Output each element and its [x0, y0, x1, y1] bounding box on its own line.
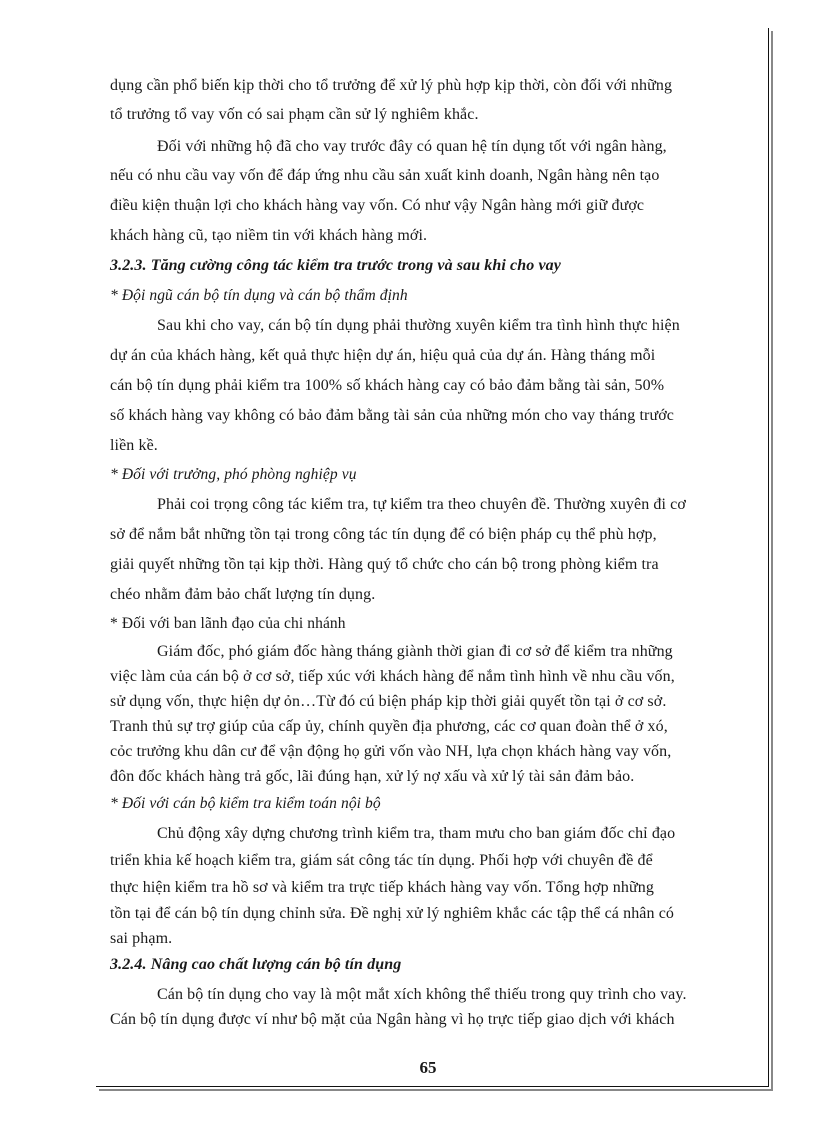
- text-line: tồn tại để cán bộ tín dụng chỉnh sửa. Đề nghị xử lý nghiêm khắc các tập thể cá nhân có: [110, 905, 674, 922]
- text-line: điều kiện thuận lợi cho khách hàng vay vốn. Có như vậy Ngân hàng mới giữ được: [110, 197, 645, 214]
- text-line: cán bộ tín dụng phải kiểm tra 100% số khách hàng cay có bảo đảm bằng tài sản, 50%: [110, 377, 665, 394]
- text-line: khách hàng cũ, tạo niềm tin với khách hàng mới.: [110, 227, 428, 244]
- text-line: Phải coi trọng công tác kiểm tra, tự kiểm tra theo chuyên đề. Thường xuyên đi cơ: [157, 496, 686, 513]
- text-line: Tranh thủ sự trợ giúp của cấp ủy, chính quyền địa phương, các cơ quan đoàn thể ở xó,: [110, 718, 668, 735]
- text-line: cỏc trưởng khu dân cư để vận động họ gửi vốn vào NH, lựa chọn khách hàng vay vốn,: [110, 743, 672, 760]
- text-line: nếu có nhu cầu vay vốn để đáp ứng nhu cầu sản xuất kinh doanh, Ngân hàng nên tạo: [110, 167, 660, 184]
- text-line: liền kề.: [110, 437, 158, 454]
- text-line: Cán bộ tín dụng được ví như bộ mặt của Ngân hàng vì họ trực tiếp giao dịch với khách: [110, 1011, 675, 1028]
- text-line: sử dụng vốn, thực hiện dự ỏn…Từ đó cú biện pháp kịp thời giải quyết tồn tại ở cơ sở.: [110, 693, 667, 710]
- text-line: đôn đốc khách hàng trả gốc, lãi đúng hạn, xử lý nợ xấu và xử lý tài sản đảm bảo.: [110, 768, 635, 785]
- text-line: sở để nắm bắt những tồn tại trong công tác tín dụng để có biện pháp cụ thể phù hợp,: [110, 526, 657, 543]
- subsection-heading: * Đối với trưởng, phó phòng nghiệp vụ: [110, 466, 357, 483]
- text-line: Sau khi cho vay, cán bộ tín dụng phải thường xuyên kiểm tra tình hình thực hiện: [157, 317, 680, 334]
- section-heading: 3.2.3. Tăng cường công tác kiểm tra trước trong và sau khi cho vay: [110, 257, 561, 274]
- text-line: Cán bộ tín dụng cho vay là một mắt xích không thể thiếu trong quy trình cho vay.: [157, 986, 687, 1003]
- text-line: dự án của khách hàng, kết quả thực hiện dự án, hiệu quả của dự án. Hàng tháng mỗi: [110, 347, 656, 364]
- text-line: sai phạm.: [110, 930, 173, 947]
- section-heading: 3.2.4. Nâng cao chất lượng cán bộ tín dụng: [110, 956, 402, 973]
- text-line: dụng cần phổ biến kịp thời cho tổ trưởng để xử lý phù hợp kịp thời, còn đối với những: [110, 77, 673, 94]
- text-line: Chủ động xây dựng chương trình kiểm tra, tham mưu cho ban giám đốc chỉ đạo: [157, 825, 676, 842]
- text-line: triển khia kế hoạch kiểm tra, giám sát công tác tín dụng. Phối hợp với chuyên đề để: [110, 852, 653, 869]
- page-number: 65: [419, 1058, 437, 1077]
- subsection-heading: * Đối với cán bộ kiểm tra kiểm toán nội bộ: [110, 795, 381, 812]
- text-line: chéo nhằm đảm bảo chất lượng tín dụng.: [110, 586, 376, 603]
- subsection-heading: * Đội ngũ cán bộ tín dụng và cán bộ thẩm định: [110, 287, 408, 304]
- text-line: giải quyết những tồn tại kịp thời. Hàng quý tổ chức cho cán bộ trong phòng kiểm tra: [110, 556, 659, 573]
- text-line: Giám đốc, phó giám đốc hàng tháng giành thời gian đi cơ sở để kiểm tra những: [157, 643, 673, 660]
- text-line: Đối với những hộ đã cho vay trước đây có quan hệ tín dụng tốt với ngân hàng,: [157, 138, 667, 155]
- subsection-heading: * Đối với ban lãnh đạo của chi nhánh: [110, 615, 346, 632]
- text-line: số khách hàng vay không có bảo đảm bằng tài sản của những món cho vay tháng trước: [110, 407, 674, 424]
- text-line: thực hiện kiểm tra hồ sơ và kiểm tra trực tiếp khách hàng vay vốn. Tổng hợp những: [110, 879, 654, 896]
- text-line: tổ trưởng tổ vay vốn có sai phạm cần sử lý nghiêm khắc.: [110, 106, 479, 123]
- text-line: việc làm của cán bộ ở cơ sở, tiếp xúc với khách hàng để nắm tình hình về nhu cầu vốn,: [110, 668, 675, 685]
